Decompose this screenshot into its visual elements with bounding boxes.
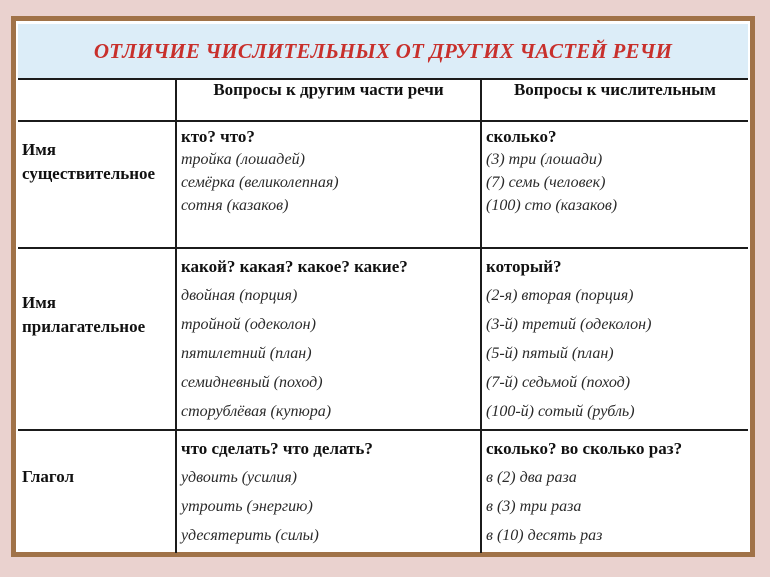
example-line: удесятерить (силы) [181, 527, 319, 544]
table-row [18, 121, 748, 248]
example-line: сторублёвая (купюра) [181, 403, 332, 420]
part-of-speech-cell [18, 430, 176, 553]
header-numeral-questions: Вопросы к числительным [481, 80, 748, 121]
example-line: (3) три (лошади) [486, 151, 603, 168]
page-title: ОТЛИЧИЕ ЧИСЛИТЕЛЬНЫХ ОТ ДРУГИХ ЧАСТЕЙ РЕЧИ [93, 38, 673, 63]
part-of-speech-name: Глагол [22, 467, 75, 486]
example-line: сотня (казаков) [181, 197, 289, 214]
example-line: тройка (лошадей) [181, 151, 305, 168]
example-line: в (3) три раза [486, 498, 582, 515]
example-line: утроить (энергию) [181, 498, 313, 515]
example-line: (3-й) третий (одеколон) [486, 316, 652, 333]
example-line: (100-й) сотый (рубль) [486, 403, 635, 420]
question-line: что сделать? что делать? [181, 439, 373, 458]
other-questions-cell [176, 121, 481, 248]
slide-frame [11, 16, 755, 557]
numeral-questions-cell [481, 121, 748, 248]
example-line: (5-й) пятый (план) [486, 345, 614, 362]
example-line: (2-я) вторая (порция) [486, 287, 634, 304]
part-of-speech-name: Имя [22, 293, 56, 312]
table-row [18, 248, 748, 430]
other-questions-cell [176, 248, 481, 430]
part-of-speech-name: Имя [22, 140, 56, 159]
example-line: семидневный (поход) [181, 374, 323, 391]
question-line: кто? что? [181, 127, 255, 146]
header-other-questions: Вопросы к другим части речи [176, 80, 481, 121]
part-of-speech-cell [18, 121, 176, 248]
question-line: который? [486, 257, 562, 276]
numeral-questions-cell [481, 430, 748, 553]
example-line: пятилетний (план) [181, 345, 312, 362]
example-line: двойная (порция) [181, 287, 298, 304]
part-of-speech-name: существительное [22, 164, 156, 183]
question-line: сколько? во сколько раз? [486, 439, 683, 458]
title-bar [18, 24, 748, 80]
table-header-row [18, 80, 748, 121]
part-of-speech-cell [18, 248, 176, 430]
example-line: (7) семь (человек) [486, 174, 606, 191]
example-line: (7-й) седьмой (поход) [486, 374, 631, 391]
part-of-speech-name: прилагательное [22, 317, 146, 336]
question-line: какой? какая? какое? какие? [181, 257, 408, 276]
example-line: тройной (одеколон) [181, 316, 316, 333]
example-line: семёрка (великолепная) [181, 174, 339, 191]
table-row [18, 430, 748, 553]
example-line: в (10) десять раз [486, 527, 603, 544]
question-line: сколько? [486, 127, 557, 146]
example-line: (100) сто (казаков) [486, 197, 618, 214]
numeral-questions-cell [481, 248, 748, 430]
example-line: в (2) два раза [486, 469, 577, 486]
other-questions-cell [176, 430, 481, 553]
example-line: удвоить (усилия) [181, 469, 297, 486]
header-empty [18, 80, 176, 121]
comparison-table [18, 80, 748, 553]
